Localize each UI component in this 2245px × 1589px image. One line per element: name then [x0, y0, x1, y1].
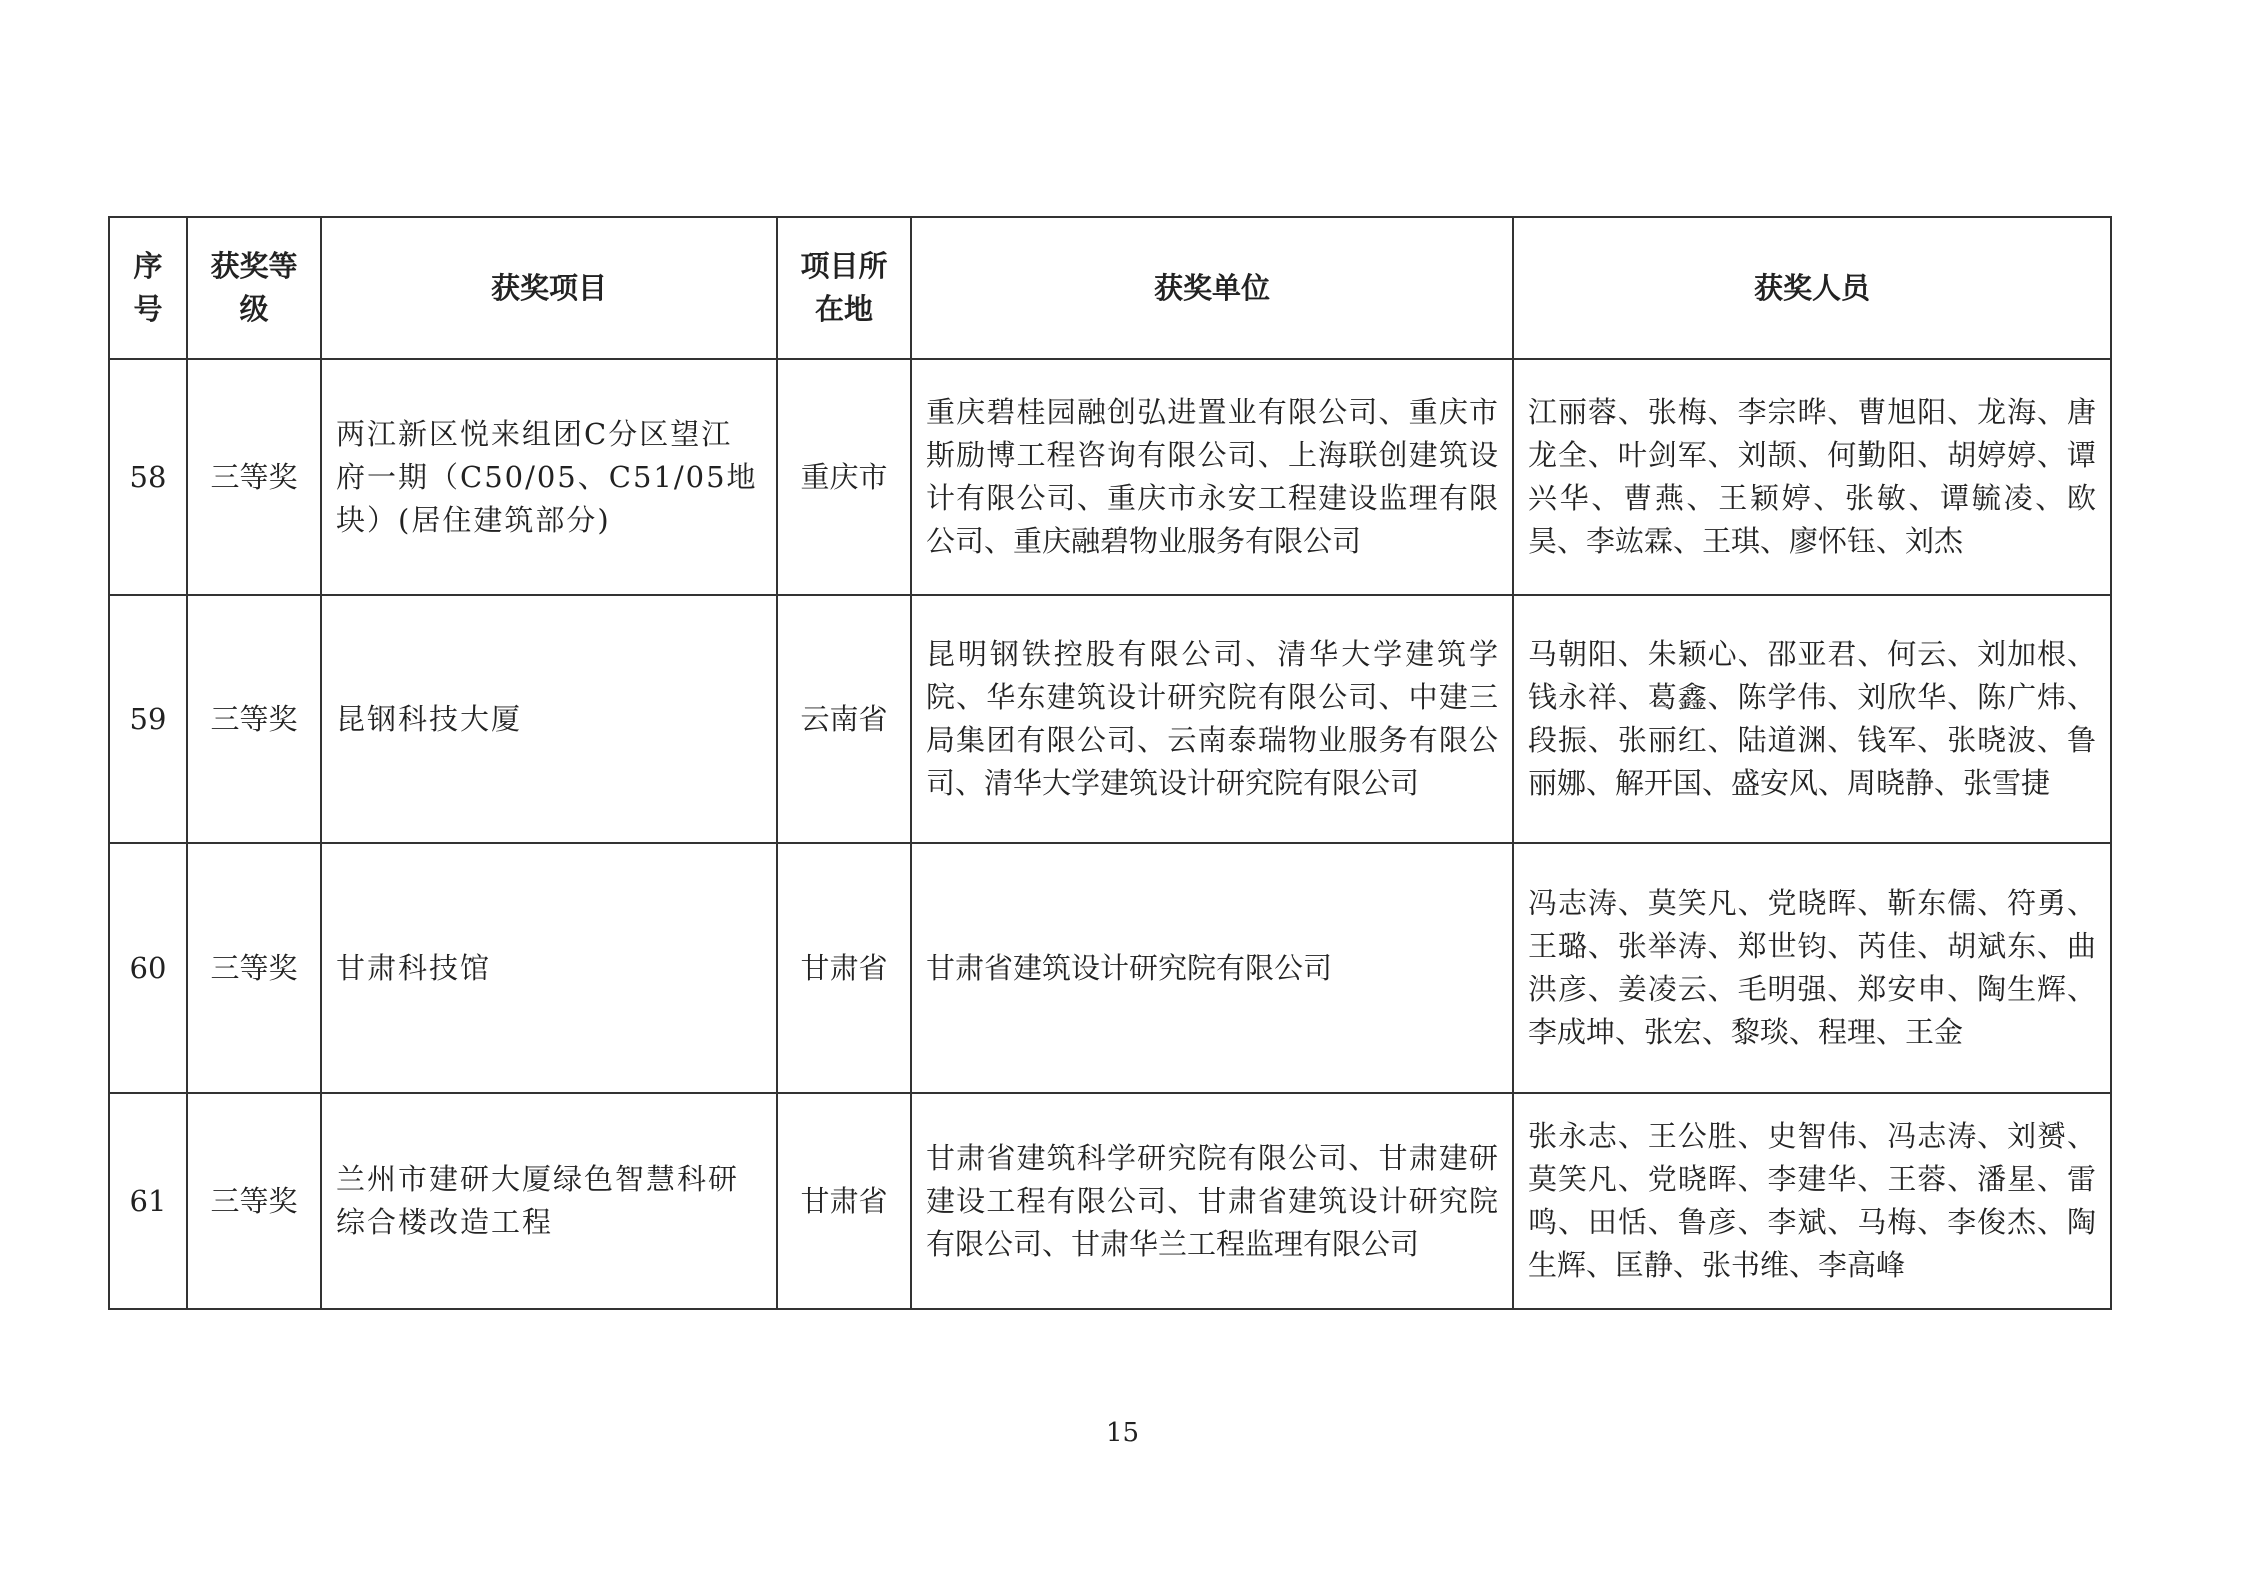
- row-location: 重庆市: [777, 359, 911, 595]
- row-level: 三等奖: [187, 359, 321, 595]
- row-level: 三等奖: [187, 843, 321, 1093]
- table-row: [109, 359, 2111, 595]
- header-num: 序号: [109, 217, 187, 359]
- page-number: 15: [1105, 1418, 1140, 1448]
- row-project: 两江新区悦来组团C分区望江府一期（C50/05、C51/05地块）(居住建筑部分): [321, 359, 777, 595]
- row-unit: 甘肃省建筑设计研究院有限公司: [911, 843, 1513, 1093]
- row-project: 甘肃科技馆: [321, 843, 777, 1093]
- row-unit: 昆明钢铁控股有限公司、清华大学建筑学院、华东建筑设计研究院有限公司、中建三局集团有限公司、云南泰瑞物业服务有限公司、清华大学建筑设计研究院有限公司: [911, 595, 1513, 843]
- awards-table: [108, 216, 2112, 1310]
- row-location: 甘肃省: [777, 843, 911, 1093]
- header-people: 获奖人员: [1513, 217, 2111, 359]
- row-people: 张永志、王公胜、史智伟、冯志涛、刘赟、莫笑凡、党晓晖、李建华、王蓉、潘星、雷鸣、田恬、鲁彦、李斌、马梅、李俊杰、陶生辉、匡静、张书维、李高峰: [1513, 1093, 2111, 1309]
- row-level: 三等奖: [187, 595, 321, 843]
- row-project: 兰州市建研大厦绿色智慧科研综合楼改造工程: [321, 1093, 777, 1309]
- header-location: 项目所在地: [777, 217, 911, 359]
- row-people: 冯志涛、莫笑凡、党晓晖、靳东儒、符勇、王璐、张举涛、郑世钧、芮佳、胡斌东、曲洪彦、姜凌云、毛明强、郑安申、陶生辉、李成坤、张宏、黎琰、程理、王金: [1513, 843, 2111, 1093]
- row-project: 昆钢科技大厦: [321, 595, 777, 843]
- header-unit: 获奖单位: [911, 217, 1513, 359]
- header-level: 获奖等级: [187, 217, 321, 359]
- row-level: 三等奖: [187, 1093, 321, 1309]
- row-location: 云南省: [777, 595, 911, 843]
- row-people: 江丽蓉、张梅、李宗晔、曹旭阳、龙海、唐龙全、叶剑军、刘颉、何勤阳、胡婷婷、谭兴华、曹燕、王颖婷、张敏、谭毓凌、欧昊、李竑霖、王琪、廖怀钰、刘杰: [1513, 359, 2111, 595]
- row-num: 61: [109, 1093, 187, 1309]
- row-num: 58: [109, 359, 187, 595]
- header-project: 获奖项目: [321, 217, 777, 359]
- row-unit: 甘肃省建筑科学研究院有限公司、甘肃建研建设工程有限公司、甘肃省建筑设计研究院有限公司、甘肃华兰工程监理有限公司: [911, 1093, 1513, 1309]
- row-people: 马朝阳、朱颖心、邵亚君、何云、刘加根、钱永祥、葛鑫、陈学伟、刘欣华、陈广炜、段振、张丽红、陆道渊、钱军、张晓波、鲁丽娜、解开国、盛安风、周晓静、张雪捷: [1513, 595, 2111, 843]
- row-num: 60: [109, 843, 187, 1093]
- row-num: 59: [109, 595, 187, 843]
- table-row: [109, 843, 2111, 1093]
- row-unit: 重庆碧桂园融创弘进置业有限公司、重庆市斯励博工程咨询有限公司、上海联创建筑设计有限公司、重庆市永安工程建设监理有限公司、重庆融碧物业服务有限公司: [911, 359, 1513, 595]
- table-row: [109, 1093, 2111, 1309]
- header-row: [109, 217, 2111, 359]
- row-location: 甘肃省: [777, 1093, 911, 1309]
- table-row: [109, 595, 2111, 843]
